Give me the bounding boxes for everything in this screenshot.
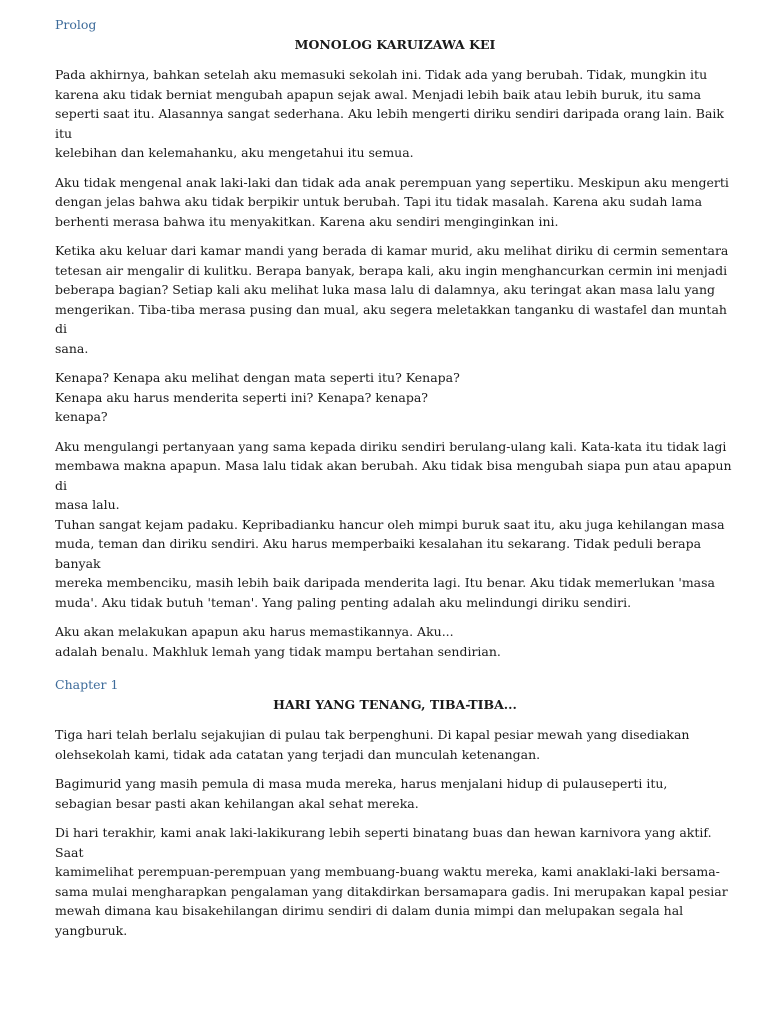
chapter-label: Chapter 1 <box>55 677 119 692</box>
chapter-paragraph-1: Tiga hari telah berlalu sejakujian di pulau tak berpenghuni. Di kapal pesiar mewah yang disediakan olehsekolah kami, tidak ada catatan yang terjadi dan munculah ketenangan. <box>55 727 690 762</box>
chapter-paragraph-2: Bagimurid yang masih pemula di masa muda mereka, harus menjalani hidup di pulauseperti itu, sebagian besar pasti akan kehilangan akal sehat mereka. <box>55 776 668 811</box>
prolog-label: Prolog <box>55 17 97 32</box>
prolog-title: MONOLOG KARUIZAWA KEI <box>294 37 496 52</box>
chapter-title: HARI YANG TENANG, TIBA-TIBA... <box>273 697 517 712</box>
prolog-paragraph-6: Aku akan melakukan apapun aku harus memastikannya. Aku... adalah benalu. Makhluk lemah yang tidak mampu bertahan sendirian. <box>55 624 501 659</box>
prolog-paragraph-1: Pada akhirnya, bahkan setelah aku memasuki sekolah ini. Tidak ada yang berubah. Tidak, mungkin itu karena aku tidak berniat mengubah apapun sejak awal. Menjadi lebih baik atau lebih buruk, itu sama seperti saat itu. Alasannya sangat sederhana. Aku lebih mengerti diriku sendiri daripada orang lain. Baik itu kelebihan dan kelemahanku, aku mengetahui itu semua. <box>55 67 724 160</box>
document-page <box>55 15 735 940</box>
prolog-paragraph-2: Aku tidak mengenal anak laki-laki dan tidak ada anak perempuan yang sepertiku. Meskipun aku mengerti dengan jelas bahwa aku tidak berpikir untuk berubah. Tapi itu tidak masalah. Karena aku sudah lama berhenti merasa bahwa itu menyakitkan. Karena aku sendiri menginginkan ini. <box>55 174 729 229</box>
prolog-paragraph-4: Kenapa? Kenapa aku melihat dengan mata seperti itu? Kenapa? Kenapa aku harus menderita seperti ini? Kenapa? kenapa? kenapa? <box>55 370 460 424</box>
prolog-paragraph-5: Aku mengulangi pertanyaan yang sama kepada diriku sendiri berulang-ulang kali. Kata-kata itu tidak lagi membawa makna apapun. Masa lalu tidak akan berubah. Aku tidak bisa mengubah siapa pun atau apapun di masa lalu. Tuhan sangat kejam padaku. Kepribadianku hancur oleh mimpi buruk saat itu, aku juga kehilangan masa muda, teman dan diriku sendiri. Aku harus memperbaiki kesalahan itu sekarang. Tidak peduli berapa banyak mereka membenciku, masih lebih baik daripada menderita lagi. Itu benar. Aku tidak memerlukan 'masa muda'. Aku tidak butuh 'teman'. Yang paling penting adalah aku melindungi diriku sendiri. <box>55 438 732 610</box>
prolog-paragraph-3: Ketika aku keluar dari kamar mandi yang berada di kamar murid, aku melihat diriku di cermin sementara tetesan air mengalir di kulitku. Berapa banyak, berapa kali, aku ingin menghancurkan cermin ini menjadi beberapa bagian? Setiap kali aku melihat luka masa lalu di dalamnya, aku teringat akan masa lalu yang mengerikan. Tiba-tiba merasa pusing dan mual, aku segera meletakkan tanganku di wastafel dan muntah di sana. <box>55 243 729 356</box>
chapter-paragraph-3: Di hari terakhir, kami anak laki-lakikurang lebih seperti binatang buas dan hewan karnivora yang aktif. Saat kamimelihat perempuan-perempuan yang membuang-buang waktu mereka, kami anaklaki-laki bersama- sama mulai mengharapkan pengalaman yang ditakdirkan bersamapara gadis. Ini merupakan kapal pesiar mewah dimana kau bisakehilangan dirimu sendiri di dalam dunia mimpi dan melupakan segala hal yangburuk. <box>55 825 728 938</box>
